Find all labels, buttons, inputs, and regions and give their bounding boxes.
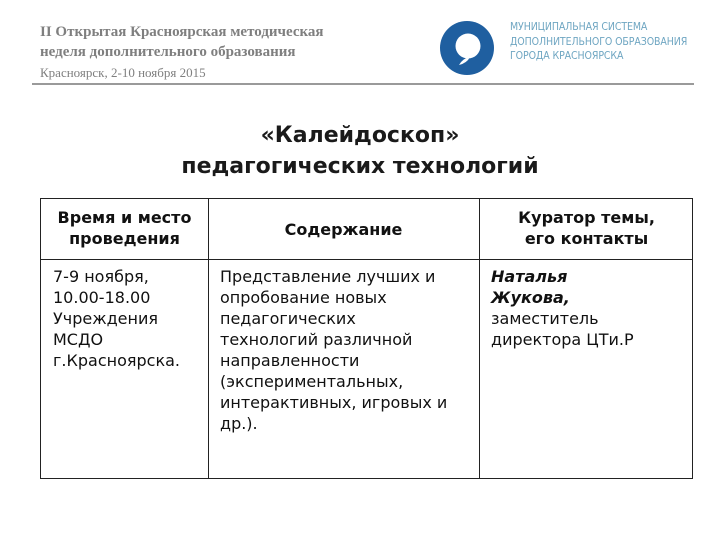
content-line-4: технологий различной [220, 330, 413, 349]
curator-role-line-1: заместитель [491, 309, 599, 328]
header-curator-line-2: его контакты [524, 229, 649, 248]
header-content [212, 219, 475, 240]
event-name-line-2: неделя дополнительного образования [40, 44, 296, 60]
org-name-line-1: МУНИЦИПАЛЬНАЯ СИСТЕМА [510, 21, 648, 33]
curator-role-line-2: директора ЦТи.Р [491, 330, 634, 349]
header-divider [32, 83, 694, 85]
header-time-place-line-2: проведения [69, 229, 180, 248]
content-line-3: педагогических [220, 309, 356, 328]
organization-name [510, 20, 700, 64]
header-row-divider [41, 259, 692, 260]
time-line-2: 10.00-18.00 [53, 288, 151, 307]
header-time-place [45, 207, 204, 249]
event-info-table [40, 198, 693, 479]
content-line-8: др.). [220, 414, 258, 433]
content-line-2: опробование новых [220, 288, 387, 307]
organization-logo-icon [437, 18, 497, 78]
event-location-dates: Красноярск, 2-10 ноября 2015 [40, 65, 206, 80]
column-divider-2 [479, 199, 480, 478]
time-line-5: г.Красноярска. [53, 351, 180, 370]
org-name-line-2: ДОПОЛНИТЕЛЬНОГО ОБРАЗОВАНИЯ [510, 35, 688, 48]
page-title [80, 120, 640, 182]
title-line-1: «Калейдоскоп» [260, 123, 460, 148]
time-line-1: 7-9 ноября, [53, 267, 149, 286]
content-line-6: (экспериментальных, [220, 372, 404, 391]
time-line-4: МСДО [53, 330, 104, 349]
column-divider-1 [208, 199, 209, 478]
header-curator-line-1: Куратор темы, [518, 208, 655, 227]
content-line-1: Представление лучших и [220, 267, 436, 286]
content-line-7: интерактивных, игровых и [220, 393, 448, 412]
curator-name-line-1: Наталья [491, 267, 568, 286]
cell-content [220, 266, 478, 434]
event-name-line-1: II Открытая Красноярская методическая [40, 24, 324, 40]
header-curator [483, 207, 690, 249]
cell-time-place [53, 266, 206, 371]
header-time-place-line-1: Время и место [57, 208, 192, 227]
org-name-line-3: ГОРОДА КРАСНОЯРСКА [510, 50, 624, 62]
header-content-line-1: Содержание [284, 220, 403, 239]
curator-name-line-2: Жукова, [491, 288, 570, 307]
cell-curator [491, 266, 689, 350]
event-header [40, 22, 370, 82]
time-line-3: Учреждения [53, 309, 159, 328]
title-line-2: педагогических технологий [181, 154, 539, 179]
content-line-5: направленности [220, 351, 360, 370]
